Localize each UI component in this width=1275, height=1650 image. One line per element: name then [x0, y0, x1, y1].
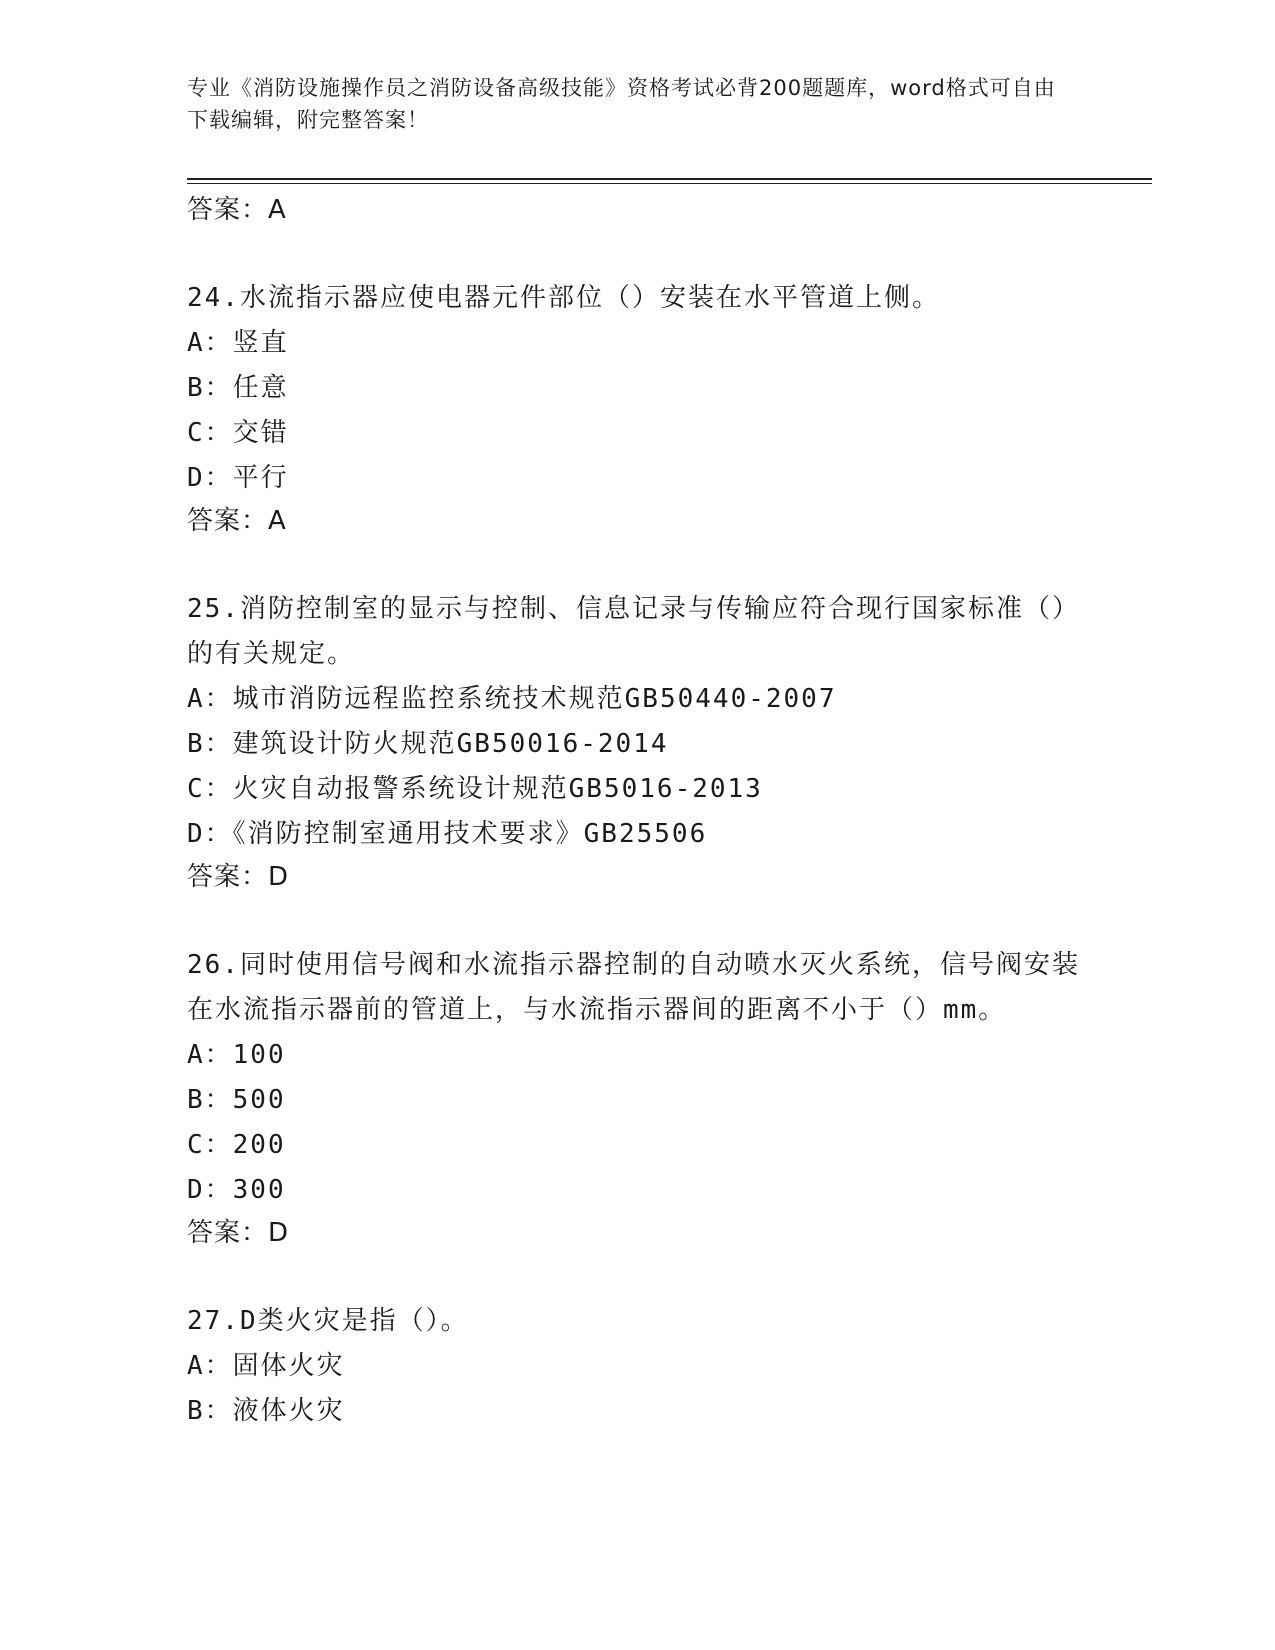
- option-b: B：液体火灾: [187, 1396, 345, 1426]
- document-header: 专业《消防设施操作员之消防设备高级技能》资格考试必背200题题库，word格式可自由下载编辑，附完整答案！: [187, 76, 1056, 132]
- answer-line: 答案：A: [187, 506, 287, 536]
- answer-line: 答案：D: [187, 862, 290, 892]
- option-c: C：火灾自动报警系统设计规范GB5016-2013: [187, 774, 763, 804]
- option-c: C：200: [187, 1130, 286, 1160]
- option-d: D：《消防控制室通用技术要求》GB25506: [187, 819, 708, 849]
- option-c: C：交错: [187, 418, 289, 448]
- option-d: D：平行: [187, 463, 289, 493]
- header-divider: [187, 178, 1152, 180]
- option-b: B：建筑设计防火规范GB50016-2014: [187, 729, 669, 759]
- answer-line: 答案：D: [187, 1218, 290, 1248]
- option-d: D：300: [187, 1175, 286, 1205]
- question-block: [187, 943, 1087, 1253]
- option-a: A：竖直: [187, 328, 289, 358]
- question-text: 27.D类火灾是指（）。: [187, 1306, 469, 1336]
- option-b: B：500: [187, 1085, 286, 1115]
- question-block: [187, 587, 1087, 897]
- option-a: A：城市消防远程监控系统技术规范GB50440-2007: [187, 684, 837, 714]
- question-list: [187, 190, 1087, 1434]
- question-text: 24.水流指示器应使电器元件部位（）安装在水平管道上侧。: [187, 283, 940, 313]
- option-b: B：任意: [187, 373, 289, 403]
- header-divider-thin: [187, 183, 1152, 184]
- question-block: [187, 1299, 1087, 1434]
- question-text: 26.同时使用信号阀和水流指示器控制的自动喷水灭火系统，信号阀安装在水流指示器前的管道上，与水流指示器间的距离不小于（）mm。: [187, 950, 1080, 1025]
- question-block: [187, 276, 1087, 541]
- question-text: 25.消防控制室的显示与控制、信息记录与传输应符合现行国家标准（）的有关规定。: [187, 594, 1080, 669]
- option-a: A：100: [187, 1040, 286, 1070]
- option-a: A：固体火灾: [187, 1351, 345, 1381]
- answer-line: 答案：A: [187, 195, 287, 225]
